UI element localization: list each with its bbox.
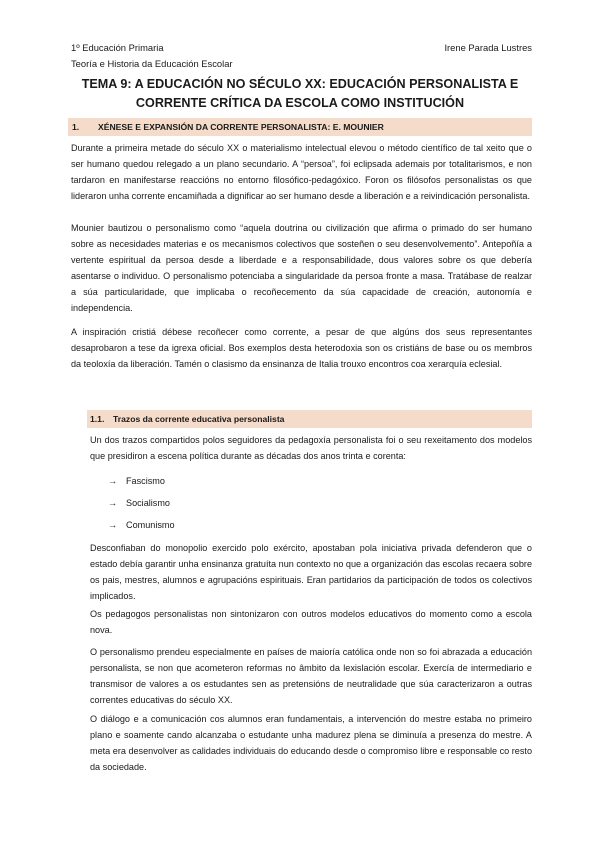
page-title bbox=[60, 75, 540, 113]
arrow-icon: → bbox=[108, 476, 118, 486]
section-1-1-paragraph: Os pedagogos personalistas non sintonizaron con outros modelos educativos do momento como a escola nova. bbox=[90, 609, 532, 635]
section-1-number: 1. bbox=[72, 122, 80, 132]
section-1-1-heading bbox=[87, 410, 532, 428]
section-1-1-title: Trazos da corrente educativa personalista bbox=[113, 414, 285, 424]
header-subject: Teoría e Historia da Educación Escolar bbox=[71, 58, 233, 69]
header-course: 1º Educación Primaria bbox=[71, 42, 164, 53]
list-item bbox=[108, 518, 175, 532]
section-1-paragraph: Durante a primeira metade do século XX o materialismo intelectual elevou o método científico de tal xeito que o ser humano quedou relegado a un plano secundario. A “persoa”, foi eclipsada ademais por totalitarismos, e non tardaron en manifestarse reaccións no entorno filosófico-pedagóxico. Foron os filósofos personalistas os que lideraron unha corrente encamiñada a dignificar ao ser humano desde a liberación e a reivindicación personalista. bbox=[71, 143, 532, 201]
title-line-2: CORRENTE CRÍTICA DA ESCOLA COMO INSTITUCIÓN bbox=[135, 96, 465, 110]
section-1-paragraph: Mounier bautizou o personalismo como “aquela doutrina ou civilización que afirma o primado do ser humano sobre as necesidades materias e os mecanismos colectivos que sosteñen o seu desenvolvemento”. Antepoñía a vertente espiritual da persoa desde a liberdade e a responsabilidade, dous valores sobre os que debería asentarse o individuo. O personalismo potenciaba a singularidade da persoa fronte a masa. Tratábase de realzar a súa particularidade, que implicaba o recoñecemento da súa capacidade de creación, autonomía e independencia. bbox=[71, 223, 532, 313]
section-1-heading bbox=[68, 118, 532, 136]
section-1-1-paragraph: O personalismo prendeu especialmente en países de maioría católica onde non so foi abrazada a educación personalista, se non que acometeron reformas no âmbito da lexislación escolar. Exercía de intermediario e transmisor de valores a os estudantes sen as pretensións de neutralidade que súa caracterizaron a outras correntes educativas do século XX. bbox=[90, 647, 532, 705]
section-1-1-paragraph: O diálogo e a comunicación cos alumnos eran fundamentais, a intervención do mestre estaba no primeiro plano e soamente cando alcanzaba o estudante unha madurez plena se diminuía a presenza do mestre. A meta era desenvolver as calidades individuais do educando desde o compromiso libre e responsable co resto da sociedade. bbox=[90, 714, 532, 772]
list-item-label: Socialismo bbox=[126, 498, 170, 508]
list-item bbox=[108, 474, 165, 488]
section-1-title: XÉNESE E EXPANSIÓN DA CORRENTE PERSONALISTA: E. MOUNIER bbox=[98, 122, 384, 132]
title-line-1: TEMA 9: A EDUCACIÓN NO SÉCULO XX: EDUCACIÓN PERSONALISTA E bbox=[81, 77, 519, 91]
list-item bbox=[108, 496, 170, 510]
section-1-1-number: 1.1. bbox=[90, 414, 105, 424]
list-item-label: Fascismo bbox=[126, 476, 165, 486]
header-author: Irene Parada Lustres bbox=[444, 42, 532, 53]
arrow-icon: → bbox=[108, 520, 118, 530]
section-1-1-paragraph: Desconfiaban do monopolio exercido polo exército, apostaban pola iniciativa privada defenderon que o estado debía garantir unha ensinanza gratuíta nun contexto no que a organización das escolas recaera sobre os pais, mestres, alumnos e agrupacións espirituais. Eran partidarios da participación de todos os colectivos implicados. bbox=[90, 543, 532, 601]
arrow-icon: → bbox=[108, 498, 118, 508]
list-item-label: Comunismo bbox=[126, 520, 175, 530]
section-1-paragraph: A inspiración cristiá débese recoñecer como corrente, a pesar de que algúns dos seus representantes desaprobaron a tese da igrexa oficial. Bos exemplos desta heterodoxia son os cristiáns de base ou os membros da teoloxía da liberación. Tamén o clasismo da ensinanza de Italia trouxo encontros coa xerarquía eclesial. bbox=[71, 327, 532, 369]
section-1-1-intro: Un dos trazos compartidos polos seguidores da pedagoxía personalista foi o seu rexeitamento dos modelos que presidiron a escena política durante as décadas dos anos trinta e corenta: bbox=[90, 435, 532, 461]
